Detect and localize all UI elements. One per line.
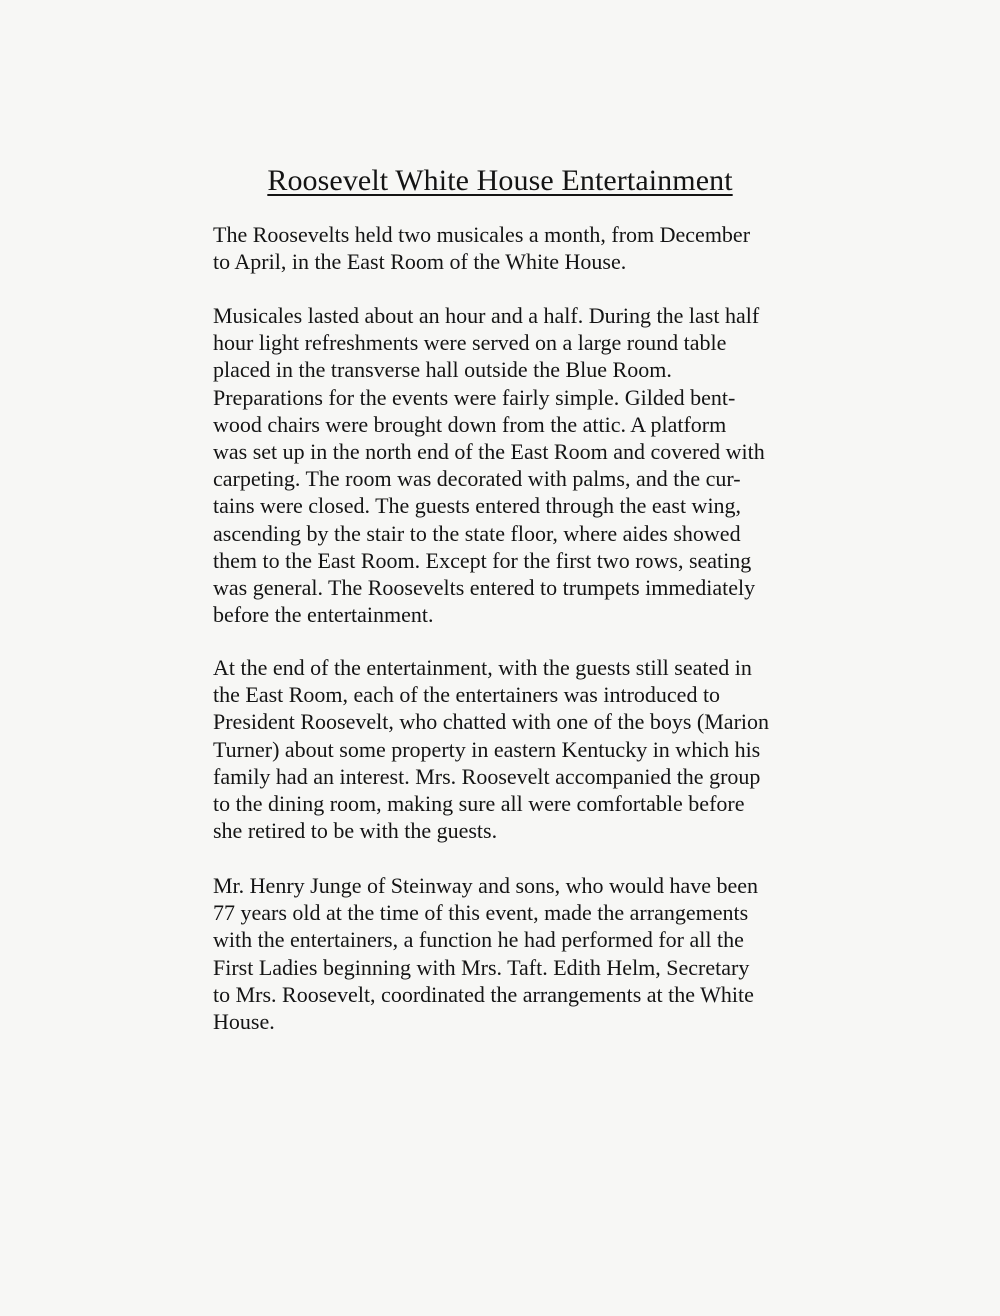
text-line: was set up in the north end of the East Room and covered with bbox=[213, 439, 765, 465]
text-line: placed in the transverse hall outside the Blue Room. bbox=[213, 357, 672, 383]
text-line: Musicales lasted about an hour and a half. During the last half bbox=[213, 303, 760, 328]
text-line: she retired to be with the guests. bbox=[213, 818, 498, 844]
paragraph-end-of-entertainment bbox=[213, 654, 833, 844]
text-line: before the entertainment. bbox=[213, 602, 434, 628]
text-line: At the end of the entertainment, with the guests still seated in bbox=[213, 655, 752, 680]
text-line: the East Room, each of the entertainers was introduced to bbox=[213, 682, 721, 708]
text-line: wood chairs were brought down from the attic. A platform bbox=[213, 411, 727, 437]
text-line: Mr. Henry Junge of Steinway and sons, who would have been bbox=[213, 873, 759, 898]
text-line: them to the East Room. Except for the first two rows, seating bbox=[213, 547, 752, 573]
text-line: was general. The Roosevelts entered to trumpets immediately bbox=[213, 575, 756, 601]
text-line: to the dining room, making sure all were comfortable before bbox=[213, 791, 745, 817]
text-line: carpeting. The room was decorated with palms, and the cur- bbox=[213, 466, 741, 492]
text-line: hour light refreshments were served on a large round table bbox=[213, 330, 727, 356]
text-line: to April, in the East Room of the White House. bbox=[213, 249, 627, 275]
text-line: with the entertainers, a function he had performed for all the bbox=[213, 927, 744, 953]
text-line: First Ladies beginning with Mrs. Taft. Edith Helm, Secretary bbox=[213, 954, 750, 980]
text-line: Preparations for the events were fairly simple. Gilded bent- bbox=[213, 384, 736, 410]
paragraph-musicales bbox=[213, 302, 833, 628]
text-line: to Mrs. Roosevelt, coordinated the arrangements at the White bbox=[213, 981, 754, 1007]
paragraph-arrangements bbox=[213, 872, 833, 1035]
paragraph-schedule bbox=[213, 221, 833, 275]
text-line: 77 years old at the time of this event, made the arrangements bbox=[213, 900, 749, 926]
text-line: House. bbox=[213, 1009, 275, 1035]
text-line: Turner) about some property in eastern Kentucky in which his bbox=[213, 736, 761, 762]
text-line: family had an interest. Mrs. Roosevelt accompanied the group bbox=[213, 763, 761, 789]
text-line: The Roosevelts held two musicales a month, from December bbox=[213, 222, 751, 247]
text-line: tains were closed. The guests entered through the east wing, bbox=[213, 493, 742, 519]
text-line: President Roosevelt, who chatted with one of the boys (Marion bbox=[213, 709, 770, 735]
text-line: ascending by the stair to the state floor, where aides showed bbox=[213, 520, 741, 546]
document-title: Roosevelt White House Entertainment bbox=[267, 164, 733, 197]
